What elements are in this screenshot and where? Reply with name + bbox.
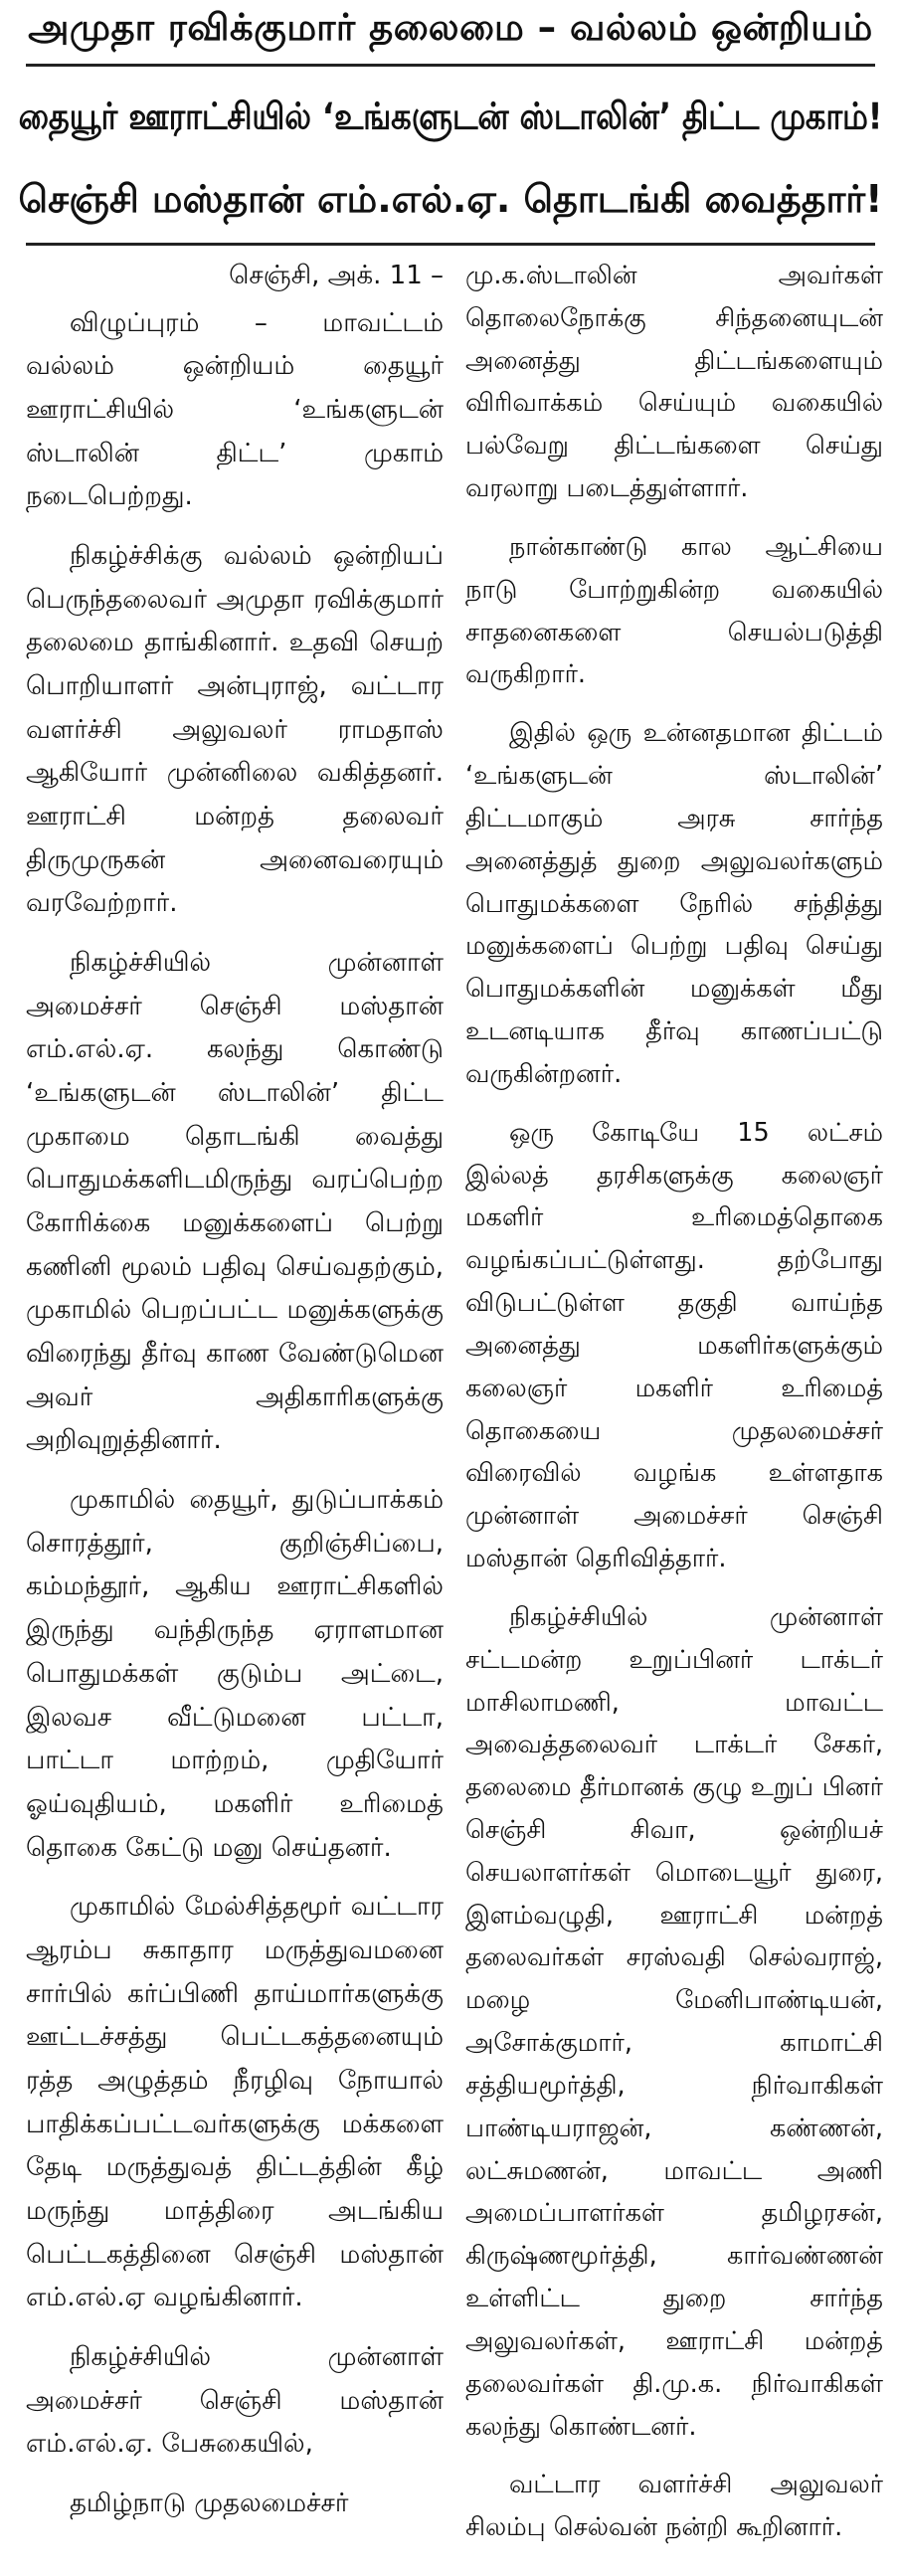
article-paragraph: மு.க.ஸ்டாலின் அவர்கள் தொலைநோக்கு சிந்தனையுடன் அனைத்து திட்டங்களையும் விரிவாக்கம் செய்யும் வகையில் பல்வேறு திட்டங்களை செய்து வரலாறு படைத்துள்ளார்.	[465, 261, 883, 504]
article-column-left	[26, 255, 444, 2576]
headline-divider	[26, 243, 875, 246]
article-paragraph: நிகழ்ச்சியில் முன்னாள் அமைச்சர் செஞ்சி மஸ்தான் எம்.எல்.ஏ. கலந்து கொண்டு ‘உங்களுடன் ஸ்டாலின்’ திட்ட முகாமை தொடங்கி வைத்து பொதுமக்களிடமிருந்து வரப்பெற்ற கோரிக்கை மனுக்களைப் பெற்று கணினி மூலம் பதிவு செய்வதற்கும், முகாமில் பெறப்பட்ட மனுக்களுக்கு விரைந்து தீர்வு காண வேண்டுமென அவர் அதிகாரிகளுக்கு அறிவுறுத்தினார்.	[26, 948, 444, 1456]
article-paragraph: ஒரு கோடியே 15 லட்சம் இல்லத் தரசிகளுக்கு கலைஞர் மகளிர் உரிமைத்தொகை வழங்கப்பட்டுள்ளது. தற்போது விடுபட்டுள்ள தகுதி வாய்ந்த அனைத்து மகளிர்களுக்கும் கலைஞர் மகளிர் உரிமைத் தொகையை முதலமைச்சர் விரைவில் வழங்க உள்ளதாக முன்னாள் அமைச்சர் செஞ்சி மஸ்தான் தெரிவித்தார்.	[465, 1117, 883, 1574]
article-paragraph: நிகழ்ச்சியில் முன்னாள் அமைச்சர் செஞ்சி மஸ்தான் எம்.எல்.ஏ. பேசுகையில்,	[26, 2341, 444, 2460]
dateline: செஞ்சி, அக். 11 –	[229, 261, 444, 290]
article-paragraph: முகாமில் மேல்சித்தமூர் வட்டார ஆரம்ப சுகாதார மருத்துவமனை சார்பில் கர்ப்பிணி தாய்மார்களுக்கு ஊட்டச்சத்து பெட்டகத்தனையும் ரத்த அழுத்தம் நீரழிவு நோயால் பாதிக்கப்பட்டவர்களுக்கு மக்களை தேடி மருத்துவத் திட்டத்தின் கீழ் மருந்து மாத்திரை அடங்கிய பெட்டகத்தினை செஞ்சி மஸ்தான் எம்.எல்.ஏ வழங்கினார்.	[26, 1892, 444, 2313]
article-paragraph: நான்காண்டு கால ஆட்சியை நாடு போற்றுகின்ற வகையில் சாதனைகளை செயல்படுத்தி வருகிறார்.	[465, 531, 883, 690]
top-divider	[26, 64, 875, 67]
article-paragraph: நிகழ்ச்சியில் முன்னாள் சட்டமன்ற உறுப்பினர் டாக்டர் மாசிலாமணி, மாவட்ட அவைத்தலைவர் டாக்டர் சேகர், தலைமை தீர்மானக் குழு உறுப் பினர் செஞ்சி சிவா, ஒன்றியச் செயலாளர்கள் மொடையூர் துரை, இளம்வழுதி, ஊராட்சி மன்றத் தலைவர்கள் சரஸ்வதி செல்வராஜ், மழை மேனிபாண்டியன், அசோக்குமார், காமாட்சி சத்தியமூர்த்தி, நிர்வாகிகள் பாண்டியராஜன், கண்ணன், லட்சுமணன், மாவட்ட அணி அமைப்பாளர்கள் தமிழரசன், கிருஷ்ணமூர்த்தி, கார்வண்ணன் உள்ளிட்ட துறை சார்ந்த அலுவலர்கள், ஊராட்சி மன்றத் தலைவர்கள் தி.மு.க. நிர்வாகிகள் கலந்து கொண்டனர்.	[465, 1601, 883, 2442]
article-paragraph: நிகழ்ச்சிக்கு வல்லம் ஒன்றியப் பெருந்தலைவர் அமுதா ரவிக்குமார் தலைமை தாங்கினார். உதவி செயற் பொறியாளர் அன்புராஜ், வட்டார வளர்ச்சி அலுவலர் ராமதாஸ் ஆகியோர் முன்னிலை வகித்தனர். ஊராட்சி மன்றத் தலைவர் திருமுருகன் அனைவரையும் வரவேற்றார்.	[26, 541, 444, 919]
subheadline: செஞ்சி மஸ்தான் எம்.எல்.ஏ. தொடங்கி வைத்தார்!	[18, 177, 883, 221]
article-paragraph: முகாமில் தையூர், துடுப்பாக்கம் சொரத்தூர், குறிஞ்சிப்பை, கம்மந்தூர், ஆகிய ஊராட்சிகளில் இருந்து வந்திருந்த ஏராளமான பொதுமக்கள் குடும்ப அட்டை, இலவச வீட்டுமனை பட்டா, பாட்டா மாற்றம், முதியோர் ஓய்வுதியம், மகளிர் உரிமைத் தொகை கேட்டு மனு செய்தனர்.	[26, 1485, 444, 1863]
kicker-line: அமுதா ரவிக்குமார் தலைமை – வல்லம் ஒன்றியம்	[28, 6, 873, 49]
headline: தையூர் ஊராட்சியில் ‘உங்களுடன் ஸ்டாலின்’ திட்ட முகாம்!	[18, 93, 883, 138]
article-paragraph: வட்டார வளர்ச்சி அலுவலர் சிலம்பு செல்வன் நன்றி கூறினார்.	[465, 2470, 883, 2543]
article-paragraph: இதில் ஒரு உன்னதமான திட்டம் ‘உங்களுடன் ஸ்டாலின்’ திட்டமாகும் அரசு சார்ந்த அனைத்துத் துறை அலுவலர்களும் பொதுமக்களை நேரில் சந்தித்து மனுக்களைப் பெற்று பதிவு செய்து பொதுமக்களின் மனுக்கள் மீது உடனடியாக தீர்வு காணப்பட்டு வருகின்றனர்.	[465, 718, 883, 1089]
article-paragraph: விழுப்புரம் – மாவட்டம் வல்லம் ஒன்றியம் தையூர் ஊராட்சியில் ‘உங்களுடன் ஸ்டாலின் திட்ட’ முகாம் நடைபெற்றது.	[26, 307, 444, 512]
article-column-right	[465, 255, 883, 2576]
article-paragraph: தமிழ்நாடு முதலமைச்சர்	[70, 2487, 349, 2518]
